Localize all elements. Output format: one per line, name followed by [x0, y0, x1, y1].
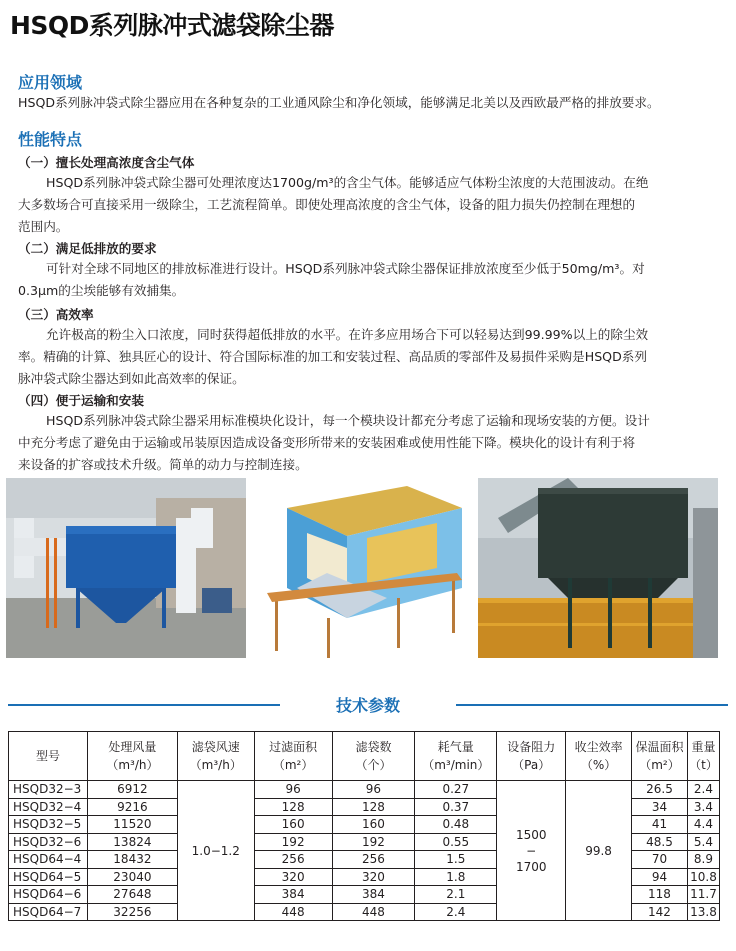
- application-text: HSQD系列脉冲袋式除尘器应用在各种复杂的工业通风除尘和净化领域，能够满足北美以及西欧最严格的排放要求。: [18, 95, 660, 110]
- weight-cell: 2.4: [687, 781, 719, 799]
- bags-cell: 160: [332, 816, 415, 834]
- spec-table: [8, 731, 720, 921]
- airflow-cell: 11520: [87, 816, 177, 834]
- weight-cell: 10.8: [687, 868, 719, 886]
- weight-cell: 11.7: [687, 886, 719, 904]
- insulation-cell: 26.5: [632, 781, 688, 799]
- bags-cell: 384: [332, 886, 415, 904]
- model-cell: HSQD64−7: [9, 903, 88, 921]
- bags-cell: 128: [332, 798, 415, 816]
- title-rule-right: [456, 704, 728, 706]
- airflow-cell: 9216: [87, 798, 177, 816]
- model-cell: HSQD64−6: [9, 886, 88, 904]
- efficiency-cell: 99.8: [566, 781, 632, 921]
- air-cell: 1.8: [415, 868, 497, 886]
- air-cell: 0.27: [415, 781, 497, 799]
- weight-cell: 4.4: [687, 816, 719, 834]
- airflow-cell: 27648: [87, 886, 177, 904]
- area-cell: 128: [254, 798, 332, 816]
- photo-collector-plant: [478, 478, 718, 658]
- airflow-cell: 18432: [87, 851, 177, 869]
- header-cell: 保温面积 （m²）: [632, 732, 688, 781]
- feature-4-title: （四）便于运输和安装: [18, 393, 144, 408]
- model-cell: HSQD32−3: [9, 781, 88, 799]
- insulation-cell: 70: [632, 851, 688, 869]
- area-cell: 256: [254, 851, 332, 869]
- insulation-cell: 118: [632, 886, 688, 904]
- table-title-bar: [8, 689, 728, 721]
- filter-speed-cell: 1.0−1.2: [177, 781, 254, 921]
- area-cell: 448: [254, 903, 332, 921]
- bags-cell: 96: [332, 781, 415, 799]
- header-cell: 滤袋数 （个）: [332, 732, 415, 781]
- area-cell: 192: [254, 833, 332, 851]
- features-heading: 性能特点: [18, 130, 83, 149]
- model-cell: HSQD32−4: [9, 798, 88, 816]
- area-cell: 160: [254, 816, 332, 834]
- photo-collector-cutaway: [257, 478, 465, 658]
- airflow-cell: 23040: [87, 868, 177, 886]
- area-cell: 96: [254, 781, 332, 799]
- air-cell: 0.48: [415, 816, 497, 834]
- feature-3-text: 允许极高的粉尘入口浓度，同时获得超低排放的水平。在许多应用场合下可以轻易达到99.99%以上的除尘效 率。精确的计算、独具匠心的设计、符合国际标准的加工和安装过程、高品质的零部件及易损件采购是HSQD系列 脉冲袋式除尘器达到如此高效率的保证。: [18, 327, 649, 386]
- bags-cell: 448: [332, 903, 415, 921]
- weight-cell: 13.8: [687, 903, 719, 921]
- airflow-cell: 13824: [87, 833, 177, 851]
- header-cell: 滤袋风速 （m³/h）: [177, 732, 254, 781]
- header-cell: 设备阻力 （Pa）: [497, 732, 566, 781]
- model-cell: HSQD32−5: [9, 816, 88, 834]
- feature-1-text: HSQD系列脉冲袋式除尘器可处理浓度达1700g/m³的含尘气体。能够适应气体粉尘浓度的大范围波动。在绝 大多数场合可直接采用一级除尘，工艺流程简单。即使处理高浓度的含尘气体，设备的阻力损失仍控制在理想的 范围内。: [18, 175, 649, 234]
- bags-cell: 320: [332, 868, 415, 886]
- bags-cell: 192: [332, 833, 415, 851]
- air-cell: 2.4: [415, 903, 497, 921]
- airflow-cell: 6912: [87, 781, 177, 799]
- model-cell: HSQD32−6: [9, 833, 88, 851]
- header-cell: 耗气量 （m³/min）: [415, 732, 497, 781]
- page-title: HSQD系列脉冲式滤袋除尘器: [10, 11, 334, 40]
- insulation-cell: 34: [632, 798, 688, 816]
- feature-1-title: （一）擅长处理高浓度含尘气体: [18, 155, 195, 170]
- insulation-cell: 142: [632, 903, 688, 921]
- model-cell: HSQD64−4: [9, 851, 88, 869]
- insulation-cell: 41: [632, 816, 688, 834]
- air-cell: 0.37: [415, 798, 497, 816]
- photo-collector-outdoor: [6, 478, 246, 658]
- area-cell: 320: [254, 868, 332, 886]
- table-header-row: [9, 732, 720, 781]
- feature-4-text: HSQD系列脉冲袋式除尘器采用标准模块化设计，每一个模块设计都充分考虑了运输和现场安装的方便。设计 中充分考虑了避免由于运输或吊装原因造成设备变形所带来的安装困难或使用性能下降。模块化的设计有利于将 来设备的扩容或技术升级。简单的动力与控制连接。: [18, 413, 650, 472]
- table-row: [9, 781, 720, 799]
- header-cell: 过滤面积 （m²）: [254, 732, 332, 781]
- weight-cell: 3.4: [687, 798, 719, 816]
- header-cell: 收尘效率 （%）: [566, 732, 632, 781]
- header-cell: 处理风量 （m³/h）: [87, 732, 177, 781]
- weight-cell: 8.9: [687, 851, 719, 869]
- insulation-cell: 94: [632, 868, 688, 886]
- application-heading: 应用领域: [18, 73, 83, 92]
- weight-cell: 5.4: [687, 833, 719, 851]
- header-cell: 型号: [9, 732, 88, 781]
- header-cell: 重量 （t）: [687, 732, 719, 781]
- table-title: 技术参数: [335, 696, 400, 715]
- area-cell: 384: [254, 886, 332, 904]
- model-cell: HSQD64−5: [9, 868, 88, 886]
- feature-2-title: （二）满足低排放的要求: [18, 241, 157, 256]
- bags-cell: 256: [332, 851, 415, 869]
- air-cell: 0.55: [415, 833, 497, 851]
- feature-2-text: 可针对全球不同地区的排放标准进行设计。HSQD系列脉冲袋式除尘器保证排放浓度至少低于50mg/m³。对 0.3μm的尘埃能够有效捕集。: [18, 261, 645, 298]
- air-cell: 1.5: [415, 851, 497, 869]
- air-cell: 2.1: [415, 886, 497, 904]
- feature-3-title: （三）高效率: [18, 307, 94, 322]
- insulation-cell: 48.5: [632, 833, 688, 851]
- resistance-cell: 1500 − 1700: [497, 781, 566, 921]
- airflow-cell: 32256: [87, 903, 177, 921]
